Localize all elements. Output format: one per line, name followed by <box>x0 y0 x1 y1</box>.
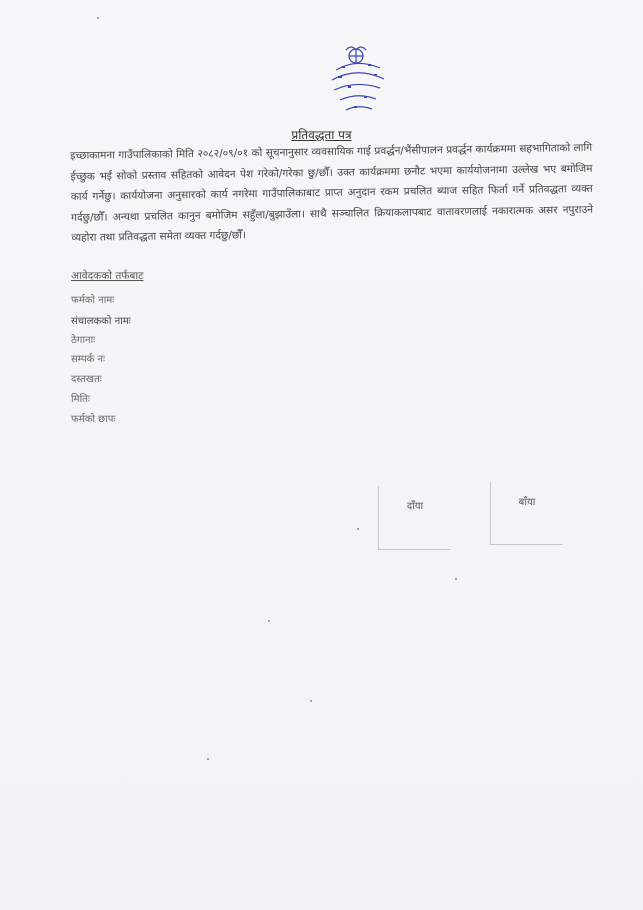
signature-field: दस्तखतः <box>71 374 102 385</box>
firm-stamp-field: फर्मको छापः <box>71 414 116 425</box>
left-thumbprint-label: बाँया <box>518 497 536 508</box>
scan-speck <box>97 17 99 19</box>
applicant-heading: आवेदकको तर्फबाट <box>71 270 144 282</box>
scan-speck <box>455 578 457 580</box>
document-title: प्रतिवद्धता पत्र <box>291 128 352 142</box>
address-field: ठेगानाः <box>71 335 96 346</box>
operator-name-field: संचालकको नामः <box>71 316 131 327</box>
scan-speck <box>207 758 209 760</box>
right-thumbprint-box <box>378 486 451 550</box>
contact-field: सम्पर्क नः <box>71 354 106 365</box>
date-field: मितिः <box>71 394 90 405</box>
commitment-paragraph: इच्छाकामना गाउँपालिकाको मिति २०८२/०९/०१ को सूचनानुसार व्यवसायिक गाई प्रवर्द्धन/भैंसीपालन प्रवर्द्धन कार्यक्रममा सहभागिताको लागि ईच्छुक भई सोको प्रस्ताव सहितको आवेदन पेश गरेको/गरेका छु/छौँ। उक्त कार्यक्रममा छनौट भएमा कार्ययोजनामा उल्लेख भए बमोजिम कार्य गर्नेछु। कार्ययोजना अनुसारको कार्य नगरेमा गाउँपालिकाबाट प्राप्त अनुदान रकम प्रचलित ब्याज सहित फिर्ता गर्ने प्रतिवद्धता व्यक्त गर्दछु/छौँ। अन्यथा प्रचलित कानुन बमोजिम सहुँला/बुझाउँला। साथै सञ्चालित क्रियाकलापबाट वातावरणलाई नकारात्मक असर नपुराउने व्यहोरा तथा प्रतिवद्धता समेता व्यक्त गर्दछु/छौँ। <box>70 141 594 244</box>
scan-speck <box>268 620 270 622</box>
left-thumbprint-box <box>490 482 563 545</box>
scan-speck <box>357 528 359 530</box>
right-thumbprint-label: दाँया <box>406 501 424 512</box>
municipality-seal <box>318 40 408 120</box>
firm-name-field: फर्मको नामः <box>71 295 115 306</box>
emblem-icon <box>318 40 408 120</box>
scan-speck <box>310 700 312 702</box>
